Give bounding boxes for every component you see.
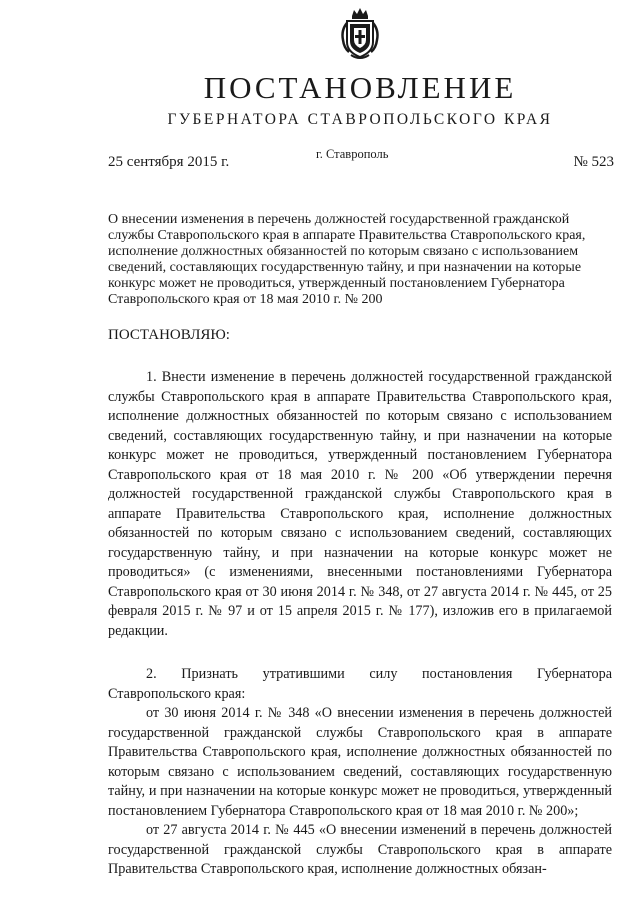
document-date: 25 сентября 2015 г.	[108, 154, 230, 170]
paragraph-2-item-1: от 30 июня 2014 г. № 348 «О внесении изменения в перечень должностей государственной гражданской службы Ставропольского края в аппарате Правительства Ставропольского края, исполнение должностных обязанностей по которым связано с использованием сведений, составляющих государственную тайну, и при назначении на которые конкурс может не проводиться, утвержденный постановлением Губернатора Ставропольского края от 18 мая 2010 г. № 200»;	[108, 705, 612, 819]
paragraph-1: 1. Внести изменение в перечень должностей государственной гражданской службы Ставропольского края в аппарате Правительства Ставропольского края, исполнение должностных обязанностей по которым связано с использованием сведений, составляющих государственную тайну, и при назначении на которые конкурс может не проводиться, утвержденный постановлением Губернатора Ставропольского края от 18 мая 2010 г. № 200 «Об утверждении перечня должностей государственной гражданской службы Ставропольского края в аппарате Правительства Ставропольского края, исполнение должностных обязанностей по которым связано с использованием сведений, составляющих государственную тайну, и при назначении на которые конкурс может не проводиться» (с изменениями, внесенными постановлениями Губернатора Ставропольского края от 30 июня 2014 г. № 348, от 27 августа 2014 г. № 445, от 25 февраля 2015 г. № 97 и от 15 апреля 2015 г. № 177), изложив его в прилагаемой редакции.	[108, 369, 612, 639]
paragraph-2: 2. Признать утратившими силу постановления Губернатора Ставропольского края:	[108, 666, 612, 702]
decree-word: ПОСТАНОВЛЯЮ:	[108, 327, 230, 343]
document-number: № 523	[573, 154, 614, 170]
document-subject: О внесении изменения в перечень должностей государственной гражданской службы Ставропольского края в аппарате Правительства Ставропольского края, исполнение должностных обязанностей по которым связано с использованием сведений, составляющих государственную тайну, и при назначении на которые конкурс может не проводиться, утвержденный постановлением Губернатора Ставропольского края от 18 мая 2010 г. № 200	[108, 212, 586, 307]
paragraph-2-item-2: от 27 августа 2014 г. № 445 «О внесении изменений в перечень должностей государственной гражданской службы Ставропольского края в аппарате Правительства Ставропольского края, исполнение должностных обязан-	[108, 822, 612, 877]
stavropol-coat-of-arms-icon	[339, 8, 381, 60]
document-subtitle: ГУБЕРНАТОРА СТАВРОПОЛЬСКОГО КРАЯ	[167, 111, 553, 128]
document-title: ПОСТАНОВЛЕНИЕ	[203, 70, 517, 105]
document-body	[108, 368, 612, 880]
document-city: г. Ставрополь	[316, 147, 389, 161]
